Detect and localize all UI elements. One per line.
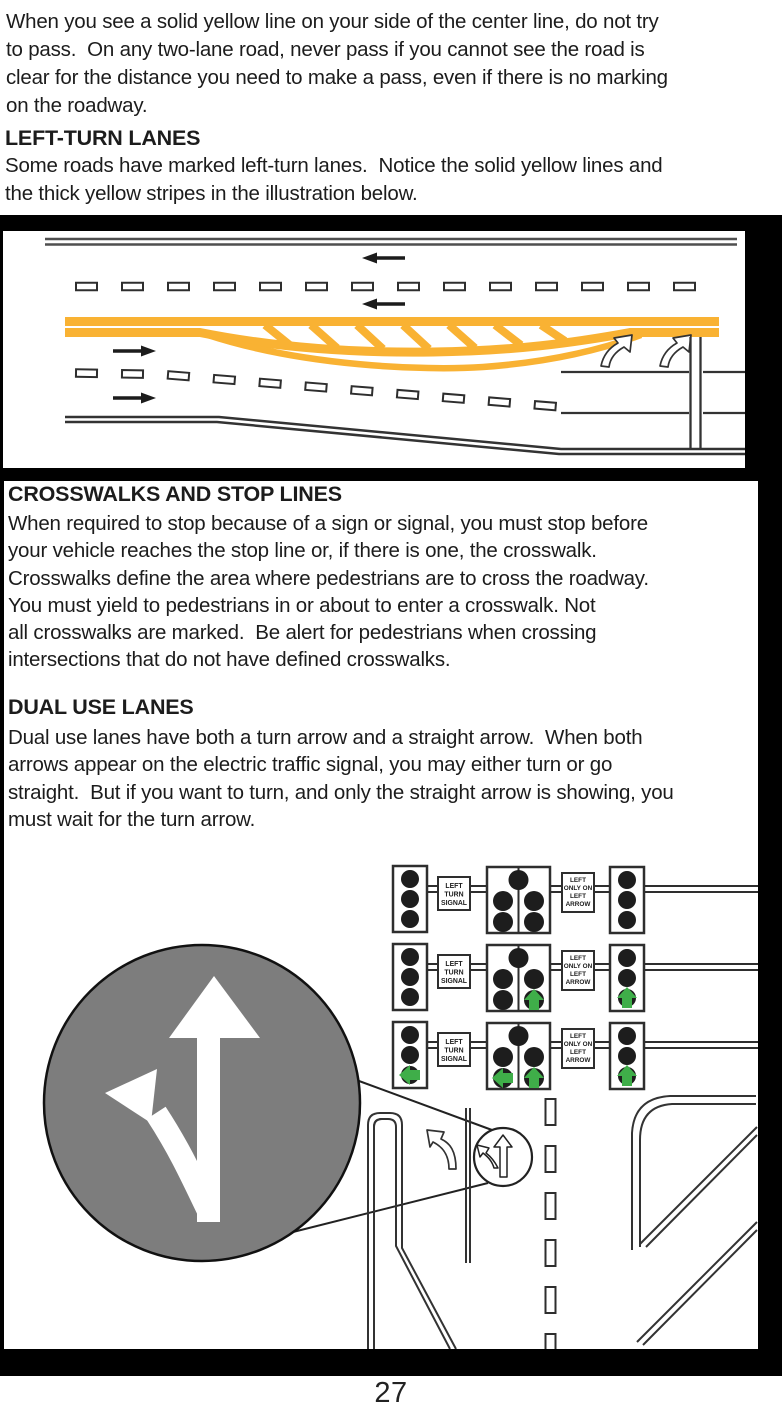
left-turn-lane-drawing [3, 231, 745, 468]
left-turn-signal-sign [438, 1033, 470, 1066]
left-turn-lane-figure [0, 215, 782, 481]
three-light-signal [393, 944, 427, 1010]
dual-use-lane-figure [4, 855, 758, 1349]
left-turn-signal-sign [438, 877, 470, 910]
sign-text: ONLY ON [563, 1041, 593, 1048]
text-line: You must yield to pedestrians in or about to enter a crosswalk. Not [8, 593, 596, 617]
corner-road-edge [632, 1096, 757, 1345]
text-line: on the roadway. [6, 94, 148, 117]
crosswalks-heading: CROSSWALKS AND STOP LINES [8, 482, 342, 506]
text-line: Dual use lanes have both a turn arrow and a straight arrow. When both [8, 726, 643, 749]
dual-use-sign-small [474, 1128, 532, 1186]
left-turn-lanes-heading: LEFT-TURN LANES [5, 126, 201, 150]
sign-text: TURN [444, 969, 464, 977]
text-line: all crosswalks are marked. Be alert for pedestrians when crossing [8, 621, 597, 645]
top-road-edge [45, 239, 737, 245]
dual-use-paragraph [8, 724, 674, 833]
cross-street-edge [691, 337, 701, 450]
sign-text: LEFT [570, 877, 586, 884]
sign-text: LEFT [570, 971, 586, 978]
left-turn-signal-sign [438, 955, 470, 988]
sign-text: ONLY ON [563, 963, 593, 970]
sign-text: LEFT [445, 883, 463, 890]
sign-text: LEFT [570, 893, 586, 900]
left-only-on-left-arrow-sign [562, 1029, 594, 1068]
sign-text: LEFT [570, 1033, 586, 1040]
text-line: clear for the distance you need to make a pass, even if there is no marking [6, 66, 668, 89]
text-line: to pass. On any two-lane road, never pass if you cannot see the road is [6, 38, 645, 61]
three-light-signal [610, 1023, 644, 1089]
text-line: straight. But if you want to turn, and only the straight arrow is showing, you [8, 780, 674, 804]
left-only-on-left-arrow-sign [562, 951, 594, 990]
bottom-road-edge [65, 417, 745, 454]
sign-text: ARROW [565, 1057, 591, 1064]
signal-row [393, 1022, 644, 1089]
sign-text: TURN [444, 1047, 464, 1055]
sign-text: LEFT [445, 1039, 463, 1046]
page-number: 27 [374, 1377, 408, 1409]
sign-text: ARROW [565, 901, 591, 908]
three-light-signal [393, 1022, 427, 1088]
three-light-signal [610, 945, 644, 1011]
turn-pocket-lane-lines [561, 372, 745, 413]
sign-text: LEFT [570, 955, 586, 962]
text-line: When required to stop because of a sign or signal, you must stop before [8, 512, 648, 535]
text-line: the thick yellow stripes in the illustration below. [5, 182, 418, 205]
text-line: intersections that do not have defined crosswalks. [8, 648, 451, 672]
sign-text: SIGNAL [440, 900, 468, 907]
left-turn-lanes-paragraph [5, 152, 663, 208]
crosswalks-paragraph [8, 510, 649, 674]
text-line: Some roads have marked left-turn lanes. Notice the solid yellow lines and [5, 154, 663, 177]
signal-row [393, 944, 644, 1011]
curved-turn-arrow-icon [601, 335, 691, 367]
sign-text: SIGNAL [440, 1056, 468, 1063]
doghouse-signal [487, 945, 550, 1011]
doghouse-signal [487, 867, 550, 933]
lane-lines [466, 1108, 470, 1263]
text-line: your vehicle reaches the stop line or, if there is one, the crosswalk. [8, 539, 597, 563]
sign-text: ARROW [565, 979, 591, 986]
intro-paragraph [6, 8, 668, 120]
text-line: When you see a solid yellow line on your side of the center line, do not try [6, 10, 659, 33]
left-only-on-left-arrow-sign [562, 873, 594, 912]
text-line: Crosswalks define the area where pedestrians are to cross the roadway. [8, 566, 649, 590]
sign-text: SIGNAL [440, 978, 468, 985]
text-line: arrows appear on the electric traffic signal, you may either turn or go [8, 753, 613, 777]
three-light-signal [393, 866, 427, 932]
sign-text: TURN [444, 891, 464, 899]
text-line: must wait for the turn arrow. [8, 807, 256, 831]
sign-text: LEFT [445, 961, 463, 968]
doghouse-signal [487, 1023, 550, 1089]
dual-use-heading: DUAL USE LANES [8, 695, 194, 719]
dashed-lane-line-lower [75, 373, 561, 407]
sign-text: ONLY ON [563, 885, 593, 892]
sign-text: LEFT [570, 1049, 586, 1056]
three-light-signal [610, 867, 644, 933]
crosswalks-dual-use-section [0, 481, 782, 1376]
dual-use-sign-magnified [44, 945, 360, 1261]
pavement-turn-arrow-icon [427, 1130, 456, 1169]
left-arrow-icon [362, 253, 405, 310]
signal-row [393, 866, 644, 933]
